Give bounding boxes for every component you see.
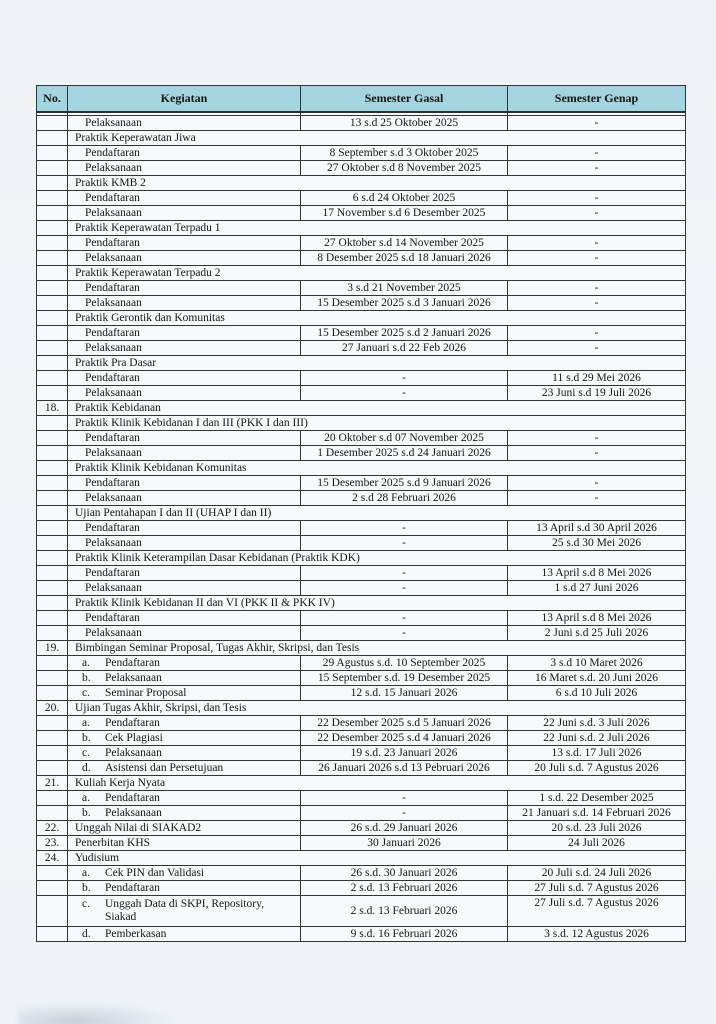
item-letter: a.: [82, 656, 90, 669]
activity-cell: Pendaftaran: [68, 521, 301, 536]
row-number-cell: [37, 356, 68, 371]
semester-genap-cell: 11 s.d 29 Mei 2026: [508, 371, 686, 386]
table-row: [37, 266, 686, 281]
semester-gasal-cell: 12 s.d. 15 Januari 2026: [301, 686, 508, 701]
semester-genap-cell: -: [508, 431, 686, 446]
column-header-semester-gasal: Semester Gasal: [301, 86, 508, 113]
table-row: [37, 851, 686, 866]
activity-cell: Pendaftaran: [68, 371, 301, 386]
table-row: [37, 836, 686, 851]
semester-genap-cell: 20 Juli s.d. 7 Agustus 2026: [508, 761, 686, 776]
row-number-cell: 19.: [37, 641, 68, 656]
activity-cell: [68, 686, 301, 701]
semester-genap-cell: -: [508, 341, 686, 356]
semester-genap-cell: -: [508, 116, 686, 131]
activity-cell: Pendaftaran: [68, 566, 301, 581]
semester-gasal-cell: -: [301, 566, 508, 581]
column-header-kegiatan: Kegiatan: [68, 86, 301, 113]
activity-cell: [68, 791, 301, 806]
row-number-cell: [37, 371, 68, 386]
semester-genap-cell: -: [508, 446, 686, 461]
table-row: [37, 326, 686, 341]
table-row: [37, 566, 686, 581]
semester-gasal-cell: 8 Desember 2025 s.d 18 Januari 2026: [301, 251, 508, 266]
activity-cell: [68, 761, 301, 776]
semester-genap-cell: 20 Juli s.d. 24 Juli 2026: [508, 866, 686, 881]
item-letter: b.: [82, 671, 91, 684]
semester-gasal-cell: 27 Januari s.d 22 Feb 2026: [301, 341, 508, 356]
semester-genap-cell: 1 s.d 27 Juni 2026: [508, 581, 686, 596]
activity-cell: [68, 746, 301, 761]
item-letter: c.: [82, 898, 90, 910]
row-number-cell: [37, 326, 68, 341]
activity-cell: [68, 731, 301, 746]
row-number-cell: [37, 476, 68, 491]
row-number-cell: [37, 131, 68, 146]
item-letter: d.: [82, 927, 91, 940]
activity-cell: Pelaksanaan: [68, 116, 301, 131]
row-number-cell: [37, 431, 68, 446]
row-number-cell: [37, 671, 68, 686]
row-number-cell: 20.: [37, 701, 68, 716]
row-number-cell: [37, 731, 68, 746]
semester-genap-cell: 13 April s.d 8 Mei 2026: [508, 611, 686, 626]
item-label: Pelaksanaan: [105, 746, 162, 759]
table-row: [37, 521, 686, 536]
activity-cell: [68, 896, 301, 927]
activity-cell: [68, 806, 301, 821]
activity-cell: Pelaksanaan: [68, 626, 301, 641]
table-row: [37, 251, 686, 266]
row-number-cell: [37, 746, 68, 761]
activity-group-cell: Praktik Keperawatan Jiwa: [68, 131, 686, 146]
table-row: [37, 311, 686, 326]
table-row: [37, 281, 686, 296]
semester-genap-cell: 22 Juni s.d. 3 Juli 2026: [508, 716, 686, 731]
table-row: [37, 191, 686, 206]
activity-cell: Pelaksanaan: [68, 251, 301, 266]
table-row: [37, 146, 686, 161]
row-number-cell: [37, 296, 68, 311]
activity-cell: Pendaftaran: [68, 476, 301, 491]
table-row: [37, 731, 686, 746]
semester-genap-cell: 6 s.d 10 Juli 2026: [508, 686, 686, 701]
activity-cell: Pendaftaran: [68, 146, 301, 161]
table-row: [37, 551, 686, 566]
activity-cell: [68, 671, 301, 686]
column-header-no: No.: [37, 86, 68, 113]
activity-group-cell: Kuliah Kerja Nyata: [68, 776, 686, 791]
table-row: [37, 131, 686, 146]
table-row: [37, 866, 686, 881]
row-number-cell: [37, 266, 68, 281]
semester-gasal-cell: 8 September s.d 3 Oktober 2025: [301, 146, 508, 161]
activity-cell: Pelaksanaan: [68, 491, 301, 506]
item-label: Pemberkasan: [105, 927, 167, 940]
semester-gasal-cell: 26 Januari 2026 s.d 13 Pebruari 2026: [301, 761, 508, 776]
row-number-cell: [37, 116, 68, 131]
table-row: [37, 356, 686, 371]
table-row: [37, 927, 686, 942]
row-number-cell: [37, 341, 68, 356]
table-row: [37, 746, 686, 761]
row-number-cell: [37, 191, 68, 206]
row-number-cell: [37, 461, 68, 476]
semester-genap-cell: 23 Juni s.d 19 Juli 2026: [508, 386, 686, 401]
activity-cell: [68, 716, 301, 731]
semester-genap-cell: 1 s.d. 22 Desember 2025: [508, 791, 686, 806]
item-label: Pendaftaran: [105, 791, 160, 804]
semester-genap-cell: -: [508, 281, 686, 296]
row-number-cell: [37, 206, 68, 221]
item-label: Cek Plagiasi: [105, 731, 163, 744]
activity-group-cell: Praktik Klinik Kebidanan Komunitas: [68, 461, 686, 476]
semester-genap-cell: 27 Juli s.d. 7 Agustus 2026: [508, 896, 686, 927]
activity-cell: [68, 866, 301, 881]
semester-gasal-cell: 15 Desember 2025 s.d 3 Januari 2026: [301, 296, 508, 311]
table-row: [37, 431, 686, 446]
semester-gasal-cell: 19 s.d. 23 Januari 2026: [301, 746, 508, 761]
table-row: [37, 461, 686, 476]
scan-smudge-artifact: [18, 1002, 178, 1024]
activity-cell: Pendaftaran: [68, 431, 301, 446]
semester-genap-cell: 2 Juni s.d 25 Juli 2026: [508, 626, 686, 641]
item-label: Cek PIN dan Validasi: [105, 866, 205, 879]
table-row: [37, 581, 686, 596]
table-row: [37, 446, 686, 461]
column-header-semester-genap: Semester Genap: [508, 86, 686, 113]
semester-genap-cell: -: [508, 326, 686, 341]
row-number-cell: [37, 806, 68, 821]
row-number-cell: [37, 221, 68, 236]
activity-group-cell: Ujian Tugas Akhir, Skripsi, dan Tesis: [68, 701, 686, 716]
row-number-cell: 21.: [37, 776, 68, 791]
table-row: [37, 371, 686, 386]
row-number-cell: [37, 927, 68, 942]
table-row: [37, 806, 686, 821]
item-label: Pelaksanaan: [105, 671, 162, 684]
semester-genap-cell: 27 Juli s.d. 7 Agustus 2026: [508, 881, 686, 896]
table-row: [37, 161, 686, 176]
activity-group-cell: Praktik Pra Dasar: [68, 356, 686, 371]
semester-genap-cell: 3 s.d. 12 Agustus 2026: [508, 927, 686, 942]
table-row: [37, 221, 686, 236]
activity-group-cell: Praktik Keperawatan Terpadu 2: [68, 266, 686, 281]
semester-genap-cell: 25 s.d 30 Mei 2026: [508, 536, 686, 551]
activity-group-cell: Ujian Pentahapan I dan II (UHAP I dan II): [68, 506, 686, 521]
table-row: [37, 491, 686, 506]
row-number-cell: [37, 251, 68, 266]
activity-cell: Pelaksanaan: [68, 386, 301, 401]
semester-gasal-cell: -: [301, 386, 508, 401]
semester-genap-cell: 13 April s.d 8 Mei 2026: [508, 566, 686, 581]
activity-group-cell: Yudisium: [68, 851, 686, 866]
semester-gasal-cell: -: [301, 626, 508, 641]
table-row: [37, 506, 686, 521]
semester-gasal-cell: 15 Desember 2025 s.d 2 Januari 2026: [301, 326, 508, 341]
row-number-cell: [37, 581, 68, 596]
row-number-cell: [37, 686, 68, 701]
item-letter: c.: [82, 746, 90, 759]
activity-cell: Pendaftaran: [68, 191, 301, 206]
semester-gasal-cell: 22 Desember 2025 s.d 5 Januari 2026: [301, 716, 508, 731]
semester-gasal-cell: 27 Oktober s.d 14 November 2025: [301, 236, 508, 251]
item-label: Asistensi dan Persetujuan: [105, 761, 224, 774]
semester-genap-cell: -: [508, 161, 686, 176]
activity-group-cell: Praktik Klinik Kebidanan II dan VI (PKK II & PKK IV): [68, 596, 686, 611]
semester-genap-cell: 21 Januari s.d. 14 Februari 2026: [508, 806, 686, 821]
item-label: Pelaksanaan: [105, 806, 162, 819]
table-row: [37, 656, 686, 671]
table-row: [37, 536, 686, 551]
semester-gasal-cell: 15 September s.d. 19 Desember 2025: [301, 671, 508, 686]
semester-genap-cell: -: [508, 206, 686, 221]
activity-cell: Pendaftaran: [68, 281, 301, 296]
semester-genap-cell: 13 s.d. 17 Juli 2026: [508, 746, 686, 761]
row-number-cell: [37, 626, 68, 641]
semester-gasal-cell: -: [301, 521, 508, 536]
semester-gasal-cell: 26 s.d. 30 Januari 2026: [301, 866, 508, 881]
semester-genap-cell: -: [508, 146, 686, 161]
activity-group-cell: Praktik Klinik Kebidanan I dan III (PKK I dan III): [68, 416, 686, 431]
table-row: [37, 641, 686, 656]
activity-cell: [68, 881, 301, 896]
activity-cell: Pelaksanaan: [68, 536, 301, 551]
semester-genap-cell: -: [508, 476, 686, 491]
row-number-cell: [37, 416, 68, 431]
item-label: Pendaftaran: [105, 656, 160, 669]
semester-gasal-cell: -: [301, 581, 508, 596]
semester-gasal-cell: 29 Agustus s.d. 10 September 2025: [301, 656, 508, 671]
activity-cell: Pelaksanaan: [68, 161, 301, 176]
row-number-cell: [37, 761, 68, 776]
semester-gasal-cell: -: [301, 536, 508, 551]
semester-gasal-cell: 3 s.d 21 November 2025: [301, 281, 508, 296]
row-number-cell: [37, 656, 68, 671]
table-row: [37, 341, 686, 356]
activity-cell: Pelaksanaan: [68, 581, 301, 596]
activity-cell: Pelaksanaan: [68, 206, 301, 221]
row-number-cell: 24.: [37, 851, 68, 866]
item-letter: c.: [82, 686, 90, 699]
row-number-cell: [37, 281, 68, 296]
row-number-cell: [37, 551, 68, 566]
table-row: [37, 416, 686, 431]
activity-cell: [68, 927, 301, 942]
activity-cell: Unggah Nilai di SIAKAD2: [68, 821, 301, 836]
calendar-table-body: [37, 116, 686, 942]
semester-genap-cell: -: [508, 191, 686, 206]
item-letter: a.: [82, 716, 90, 729]
item-letter: b.: [82, 731, 91, 744]
semester-gasal-cell: -: [301, 371, 508, 386]
activity-group-cell: Praktik Klinik Keterampilan Dasar Kebidanan (Praktik KDK): [68, 551, 686, 566]
table-row: [37, 611, 686, 626]
row-number-cell: [37, 161, 68, 176]
semester-gasal-cell: 20 Oktober s.d 07 November 2025: [301, 431, 508, 446]
item-letter: b.: [82, 881, 91, 894]
semester-genap-cell: -: [508, 491, 686, 506]
semester-gasal-cell: -: [301, 791, 508, 806]
table-row: [37, 761, 686, 776]
academic-calendar-table: [36, 85, 686, 942]
semester-genap-cell: -: [508, 251, 686, 266]
row-number-cell: [37, 446, 68, 461]
activity-cell: Pendaftaran: [68, 611, 301, 626]
row-number-cell: [37, 536, 68, 551]
table-row: [37, 176, 686, 191]
semester-genap-cell: 3 s.d 10 Maret 2026: [508, 656, 686, 671]
activity-group-cell: Bimbingan Seminar Proposal, Tugas Akhir, Skripsi, dan Tesis: [68, 641, 686, 656]
semester-genap-cell: 24 Juli 2026: [508, 836, 686, 851]
semester-gasal-cell: -: [301, 806, 508, 821]
item-label: Pendaftaran: [105, 716, 160, 729]
activity-cell: Pelaksanaan: [68, 296, 301, 311]
activity-group-cell: Praktik Gerontik dan Komunitas: [68, 311, 686, 326]
table-row: [37, 701, 686, 716]
table-header: [37, 86, 686, 116]
table-row: [37, 671, 686, 686]
row-number-cell: 23.: [37, 836, 68, 851]
activity-cell: Pendaftaran: [68, 326, 301, 341]
row-number-cell: 22.: [37, 821, 68, 836]
row-number-cell: 18.: [37, 401, 68, 416]
semester-gasal-cell: 2 s.d. 13 Februari 2026: [301, 896, 508, 927]
activity-cell: [68, 656, 301, 671]
row-number-cell: [37, 896, 68, 927]
row-number-cell: [37, 176, 68, 191]
table-row: [37, 626, 686, 641]
semester-gasal-cell: 26 s.d. 29 Januari 2026: [301, 821, 508, 836]
row-number-cell: [37, 791, 68, 806]
activity-cell: Penerbitan KHS: [68, 836, 301, 851]
row-number-cell: [37, 236, 68, 251]
semester-gasal-cell: 22 Desember 2025 s.d 4 Januari 2026: [301, 731, 508, 746]
item-label: Pendaftaran: [105, 881, 160, 894]
semester-gasal-cell: 2 s.d 28 Februari 2026: [301, 491, 508, 506]
table-row: [37, 206, 686, 221]
item-letter: d.: [82, 761, 91, 774]
table-row: [37, 596, 686, 611]
table-row: [37, 236, 686, 251]
row-number-cell: [37, 506, 68, 521]
table-row: [37, 821, 686, 836]
row-number-cell: [37, 566, 68, 581]
activity-group-cell: Praktik Keperawatan Terpadu 1: [68, 221, 686, 236]
semester-gasal-cell: 30 Januari 2026: [301, 836, 508, 851]
table-row: [37, 686, 686, 701]
row-number-cell: [37, 596, 68, 611]
table-row: [37, 791, 686, 806]
row-number-cell: [37, 716, 68, 731]
semester-genap-cell: 22 Juni s.d. 2 Juli 2026: [508, 731, 686, 746]
table-row: [37, 401, 686, 416]
activity-group-cell: Praktik Kebidanan: [68, 401, 686, 416]
semester-genap-cell: 13 April s.d 30 April 2026: [508, 521, 686, 536]
table-row: [37, 776, 686, 791]
row-number-cell: [37, 881, 68, 896]
item-letter: b.: [82, 806, 91, 819]
row-number-cell: [37, 521, 68, 536]
table-header-row: [37, 86, 686, 113]
row-number-cell: [37, 146, 68, 161]
semester-gasal-cell: 6 s.d 24 Oktober 2025: [301, 191, 508, 206]
activity-cell: Pendaftaran: [68, 236, 301, 251]
table-row: [37, 476, 686, 491]
semester-gasal-cell: 15 Desember 2025 s.d 9 Januari 2026: [301, 476, 508, 491]
semester-gasal-cell: 9 s.d. 16 Februari 2026: [301, 927, 508, 942]
semester-genap-cell: -: [508, 236, 686, 251]
table-row: [37, 386, 686, 401]
semester-gasal-cell: 27 Oktober s.d 8 November 2025: [301, 161, 508, 176]
table-row: [37, 896, 686, 927]
semester-gasal-cell: -: [301, 611, 508, 626]
row-number-cell: [37, 311, 68, 326]
item-letter: a.: [82, 791, 90, 804]
semester-gasal-cell: 2 s.d. 13 Februari 2026: [301, 881, 508, 896]
activity-cell: Pelaksanaan: [68, 341, 301, 356]
semester-gasal-cell: 1 Desember 2025 s.d 24 Januari 2026: [301, 446, 508, 461]
row-number-cell: [37, 491, 68, 506]
table-row: [37, 116, 686, 131]
table-row: [37, 716, 686, 731]
activity-group-cell: Praktik KMB 2: [68, 176, 686, 191]
row-number-cell: [37, 866, 68, 881]
activity-cell: Pelaksanaan: [68, 446, 301, 461]
item-label: Unggah Data di SKPI, Repository, Siakad: [105, 898, 264, 923]
semester-gasal-cell: 17 November s.d 6 Desember 2025: [301, 206, 508, 221]
semester-gasal-cell: 13 s.d 25 Oktober 2025: [301, 116, 508, 131]
row-number-cell: [37, 611, 68, 626]
semester-genap-cell: -: [508, 296, 686, 311]
table-row: [37, 296, 686, 311]
item-label: Seminar Proposal: [105, 686, 187, 699]
row-number-cell: [37, 386, 68, 401]
semester-genap-cell: 16 Maret s.d. 20 Juni 2026: [508, 671, 686, 686]
semester-genap-cell: 20 s.d. 23 Juli 2026: [508, 821, 686, 836]
item-letter: a.: [82, 866, 90, 879]
table-row: [37, 881, 686, 896]
